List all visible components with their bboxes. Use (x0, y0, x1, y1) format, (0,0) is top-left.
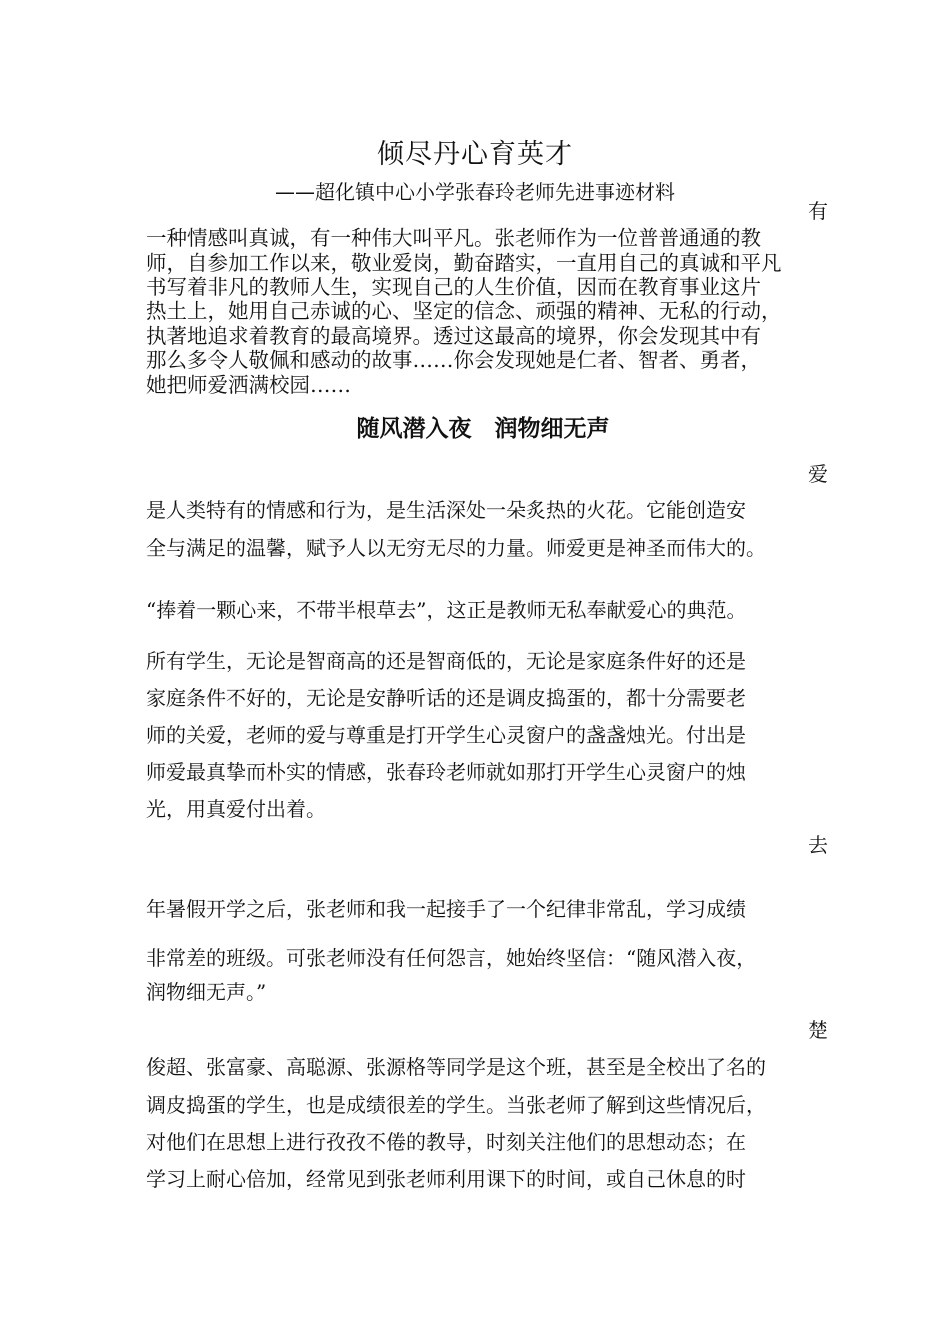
paragraph-line: 光，用真爱付出着。 (146, 797, 326, 821)
intro-line: 师，自参加工作以来，敬业爱岗，勤奋踏实，一直用自己的真诚和平凡 (146, 251, 782, 275)
paragraph-line: 家庭条件不好的，无论是安静听话的还是调皮捣蛋的，都十分需要老 (146, 686, 746, 710)
document-subtitle: ——超化镇中心小学张春玲老师先进事迹材料 (275, 180, 675, 204)
intro-line: 执著地追求着教育的最高境界。透过这最高的境界，你会发现其中有 (146, 324, 761, 348)
intro-line: 热土上，她用自己赤诚的心、坚定的信念、顽强的精神、无私的行动， (146, 299, 782, 323)
intro-line: 她把师爱洒满校园…… (146, 373, 351, 397)
paragraph-line: 俊超、张富豪、高聪源、张源格等同学是这个班，甚至是全校出了名的 (146, 1055, 766, 1079)
paragraph-line: 非常差的班级。可张老师没有任何怨言，她始终坚信：“随风潜入夜， (146, 946, 757, 970)
paragraph-line: 师爱最真挚而朴实的情感，张春玲老师就如那打开学生心灵窗户的烛 (146, 760, 746, 784)
paragraph-line: 学习上耐心倍加，经常见到张老师利用课下的时间，或自己休息的时 (146, 1167, 746, 1191)
paragraph-drop-char: 去 (808, 833, 828, 857)
paragraph-line: 是人类特有的情感和行为，是生活深处一朵炙热的火花。它能创造安 (146, 498, 746, 522)
intro-drop-char: 有 (808, 199, 828, 223)
paragraph-line: 师的关爱，老师的爱与尊重是打开学生心灵窗户的盏盏烛光。付出是 (146, 723, 746, 747)
document-title: 倾尽丹心育英才 (377, 139, 573, 170)
intro-line: 书写着非凡的教师人生，实现自己的人生价值，因而在教育事业这片 (146, 275, 761, 299)
paragraph-line: 润物细无声。” (146, 980, 267, 1004)
intro-line: 那么多令人敬佩和感动的故事……你会发现她是仁者、智者、勇者， (146, 348, 761, 372)
paragraph-drop-char: 爱 (808, 462, 828, 486)
paragraph-line: “捧着一颗心来，不带半根草去”，这正是教师无私奉献爱心的典范。 (146, 598, 747, 622)
intro-line: 一种情感叫真诚，有一种伟大叫平凡。张老师作为一位普普通通的教 (146, 226, 761, 250)
paragraph-line: 全与满足的温馨，赋予人以无穷无尽的力量。师爱更是神圣而伟大的。 (146, 536, 766, 560)
paragraph-line: 调皮捣蛋的学生，也是成绩很差的学生。当张老师了解到这些情况后， (146, 1093, 766, 1117)
paragraph-line: 对他们在思想上进行孜孜不倦的教导，时刻关注他们的思想动态；在 (146, 1130, 746, 1154)
section-title: 随风潜入夜 润物细无声 (356, 416, 610, 442)
paragraph-line: 年暑假开学之后，张老师和我一起接手了一个纪律非常乱，学习成绩 (146, 897, 746, 921)
paragraph-drop-char: 楚 (808, 1018, 828, 1042)
paragraph-line: 所有学生，无论是智商高的还是智商低的，无论是家庭条件好的还是 (146, 649, 746, 673)
